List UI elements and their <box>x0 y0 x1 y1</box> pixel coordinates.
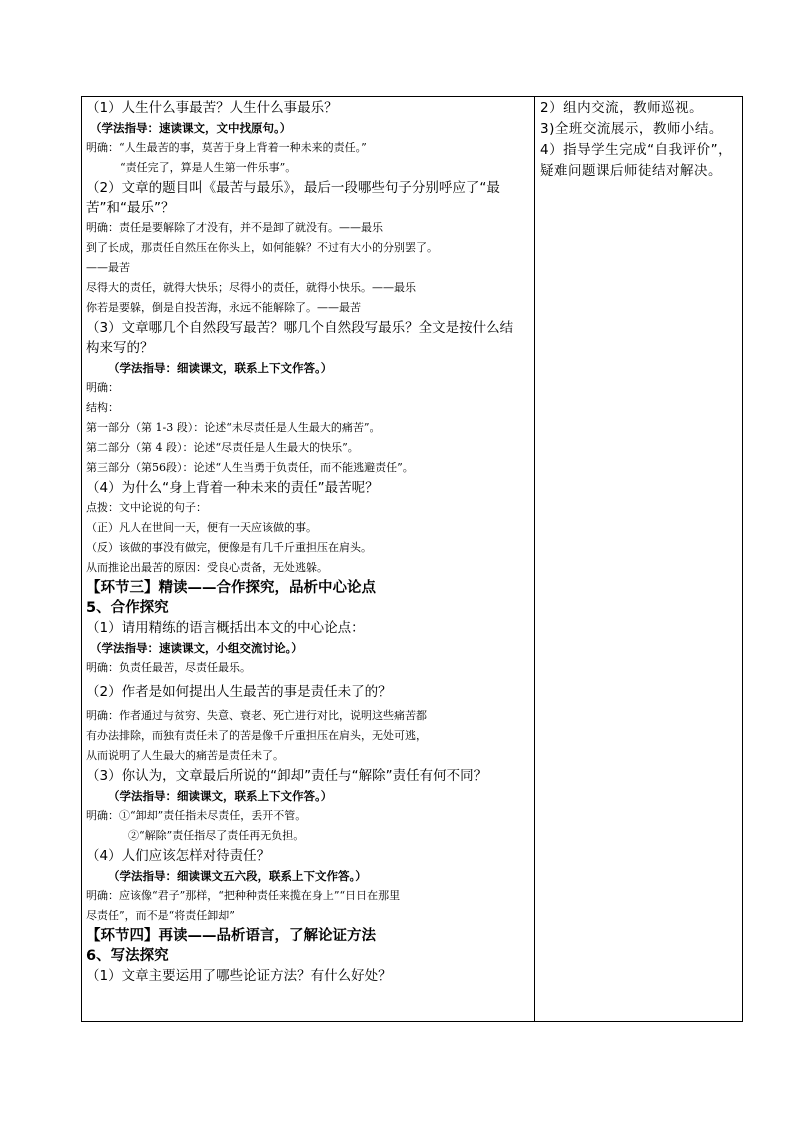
cooperation-answer-3-line-1: 明确：①“卸却”责任指未尽责任，丢开不管。 <box>86 809 307 822</box>
question-3-line-2: 构来写的？ <box>86 340 154 356</box>
column-divider <box>534 96 535 1022</box>
answer-2-line-1: 明确：责任是要解除了才没有，并不是卸了就没有。——最乐 <box>86 221 383 234</box>
answer-2-line-5: 你若是要躲，倒是自投苦海，永远不能解除了。——最苦 <box>86 301 361 314</box>
study-guide-3: （学法指导：细读课文，联系上下文作答。） <box>108 361 333 375</box>
cooperation-answer-2-line-2: 有办法排除，而独有责任未了的苦是像千斤重担压在肩头，无处可逃， <box>86 729 427 742</box>
cooperation-answer-4-line-2: 尽责任”，而不是“将责任卸却” <box>86 909 235 922</box>
cooperation-question-2: （2）作者是如何提出人生最苦的事是责任未了的？ <box>86 684 392 700</box>
cooperation-answer-2-line-1: 明确：作者通过与贫穷、失意、衰老、死亡进行对比，说明这些痛苦都 <box>86 709 427 722</box>
subsection-5-heading: 5、合作探究 <box>86 600 169 616</box>
activity-item-self-evaluation: 4）指导学生完成“自我评价”，疑难问题课后师徒结对解决。 <box>540 142 733 179</box>
answer-3-label: 明确： <box>86 381 119 394</box>
question-1: （1）人生什么事最苦？人生什么事最乐？ <box>86 100 338 116</box>
teaching-content-column <box>86 98 532 986</box>
subsection-6-heading: 6、写法探究 <box>86 948 169 964</box>
cooperation-question-4: （4）人们应该怎样对待责任？ <box>86 848 271 864</box>
hint-negative: （反）该做的事没有做完，便像是有几千斤重担压在肩头。 <box>86 541 372 554</box>
study-guide-5-3: （学法指导：细读课文，联系上下文作答。） <box>108 789 333 803</box>
hint-label: 点拨：文中论说的句子： <box>86 501 207 514</box>
cooperation-question-1: （1）请用精练的语言概括出本文的中心论点： <box>86 620 365 636</box>
answer-2-line-4: 尽得大的责任，就得大快乐；尽得小的责任，就得小快乐。——最乐 <box>86 281 416 294</box>
section-4-heading: 【环节四】再读——品析语言，了解论证方法 <box>86 928 376 944</box>
structure-part-1: 第一部分（第 1-3 段）：论述“未尽责任是人生最大的痛苦”。 <box>86 421 381 434</box>
cooperation-question-3: （3）你认为，文章最后所说的“卸却”责任与“解除”责任有何不同？ <box>86 768 488 784</box>
question-4: （4）为什么“身上背着一种未来的责任”最苦呢？ <box>86 480 379 496</box>
structure-part-3: 第三部分（第56段）：论述“人生当勇于负责任，而不能逃避责任”。 <box>86 461 414 474</box>
question-3-line-1: （3）文章哪几个自然段写最苦？哪几个自然段写最乐？全文是按什么结 <box>86 320 514 336</box>
hint-positive: （正）凡人在世间一天，便有一天应该做的事。 <box>86 521 317 534</box>
question-2-line-1: （2）文章的题目叫《最苦与最乐》，最后一段哪些句子分别呼应了“最 <box>86 180 500 196</box>
activity-item-class-presentation: 3)全班交流展示，教师小结。 <box>540 121 723 137</box>
answer-2-line-3: ——最苦 <box>86 261 130 274</box>
cooperation-answer-2-line-3: 从而说明了人生最大的痛苦是责任未了。 <box>86 749 284 762</box>
answer-1-line-1: 明确：“人生最苦的事，莫苦于身上背着一种未来的责任。” <box>86 141 367 154</box>
cooperation-answer-4-line-1: 明确：应该像“君子”那样，“把种种责任来揽在身上”“日日在那里 <box>86 889 401 902</box>
cooperation-answer-1: 明确：负责任最苦，尽责任最乐。 <box>86 661 251 674</box>
structure-label: 结构： <box>86 401 119 414</box>
answer-2-line-2: 到了长成，那责任自然压在你头上，如何能躲？不过有大小的分别罢了。 <box>86 241 438 254</box>
study-guide-5-4: （学法指导：细读课文五六段，联系上下文作答。） <box>108 869 367 883</box>
activity-item-group-discussion: 2）组内交流，教师巡视。 <box>540 100 704 116</box>
activity-column <box>540 98 740 182</box>
hint-conclusion: 从而推论出最苦的原因：受良心责备，无处逃躲。 <box>86 561 328 574</box>
writing-question-1: （1）文章主要运用了哪些论证方法？有什么好处？ <box>86 968 392 984</box>
study-guide-5-1: （学法指导：速读课文，小组交流讨论。） <box>90 641 303 655</box>
structure-part-2: 第二部分（第 4 段）：论述“尽责任是人生最大的快乐”。 <box>86 441 359 454</box>
study-guide-1: （学法指导：速读课文，文中找原句。） <box>90 121 292 135</box>
question-2-line-2: 苦”和“最乐”？ <box>86 200 175 216</box>
section-3-heading: 【环节三】精读——合作探究，品析中心论点 <box>86 580 376 596</box>
cooperation-answer-3-line-2: ②“解除”责任指尽了责任再无负担。 <box>128 829 305 842</box>
answer-1-line-2: “责任完了，算是人生第一件乐事”。 <box>120 161 297 174</box>
